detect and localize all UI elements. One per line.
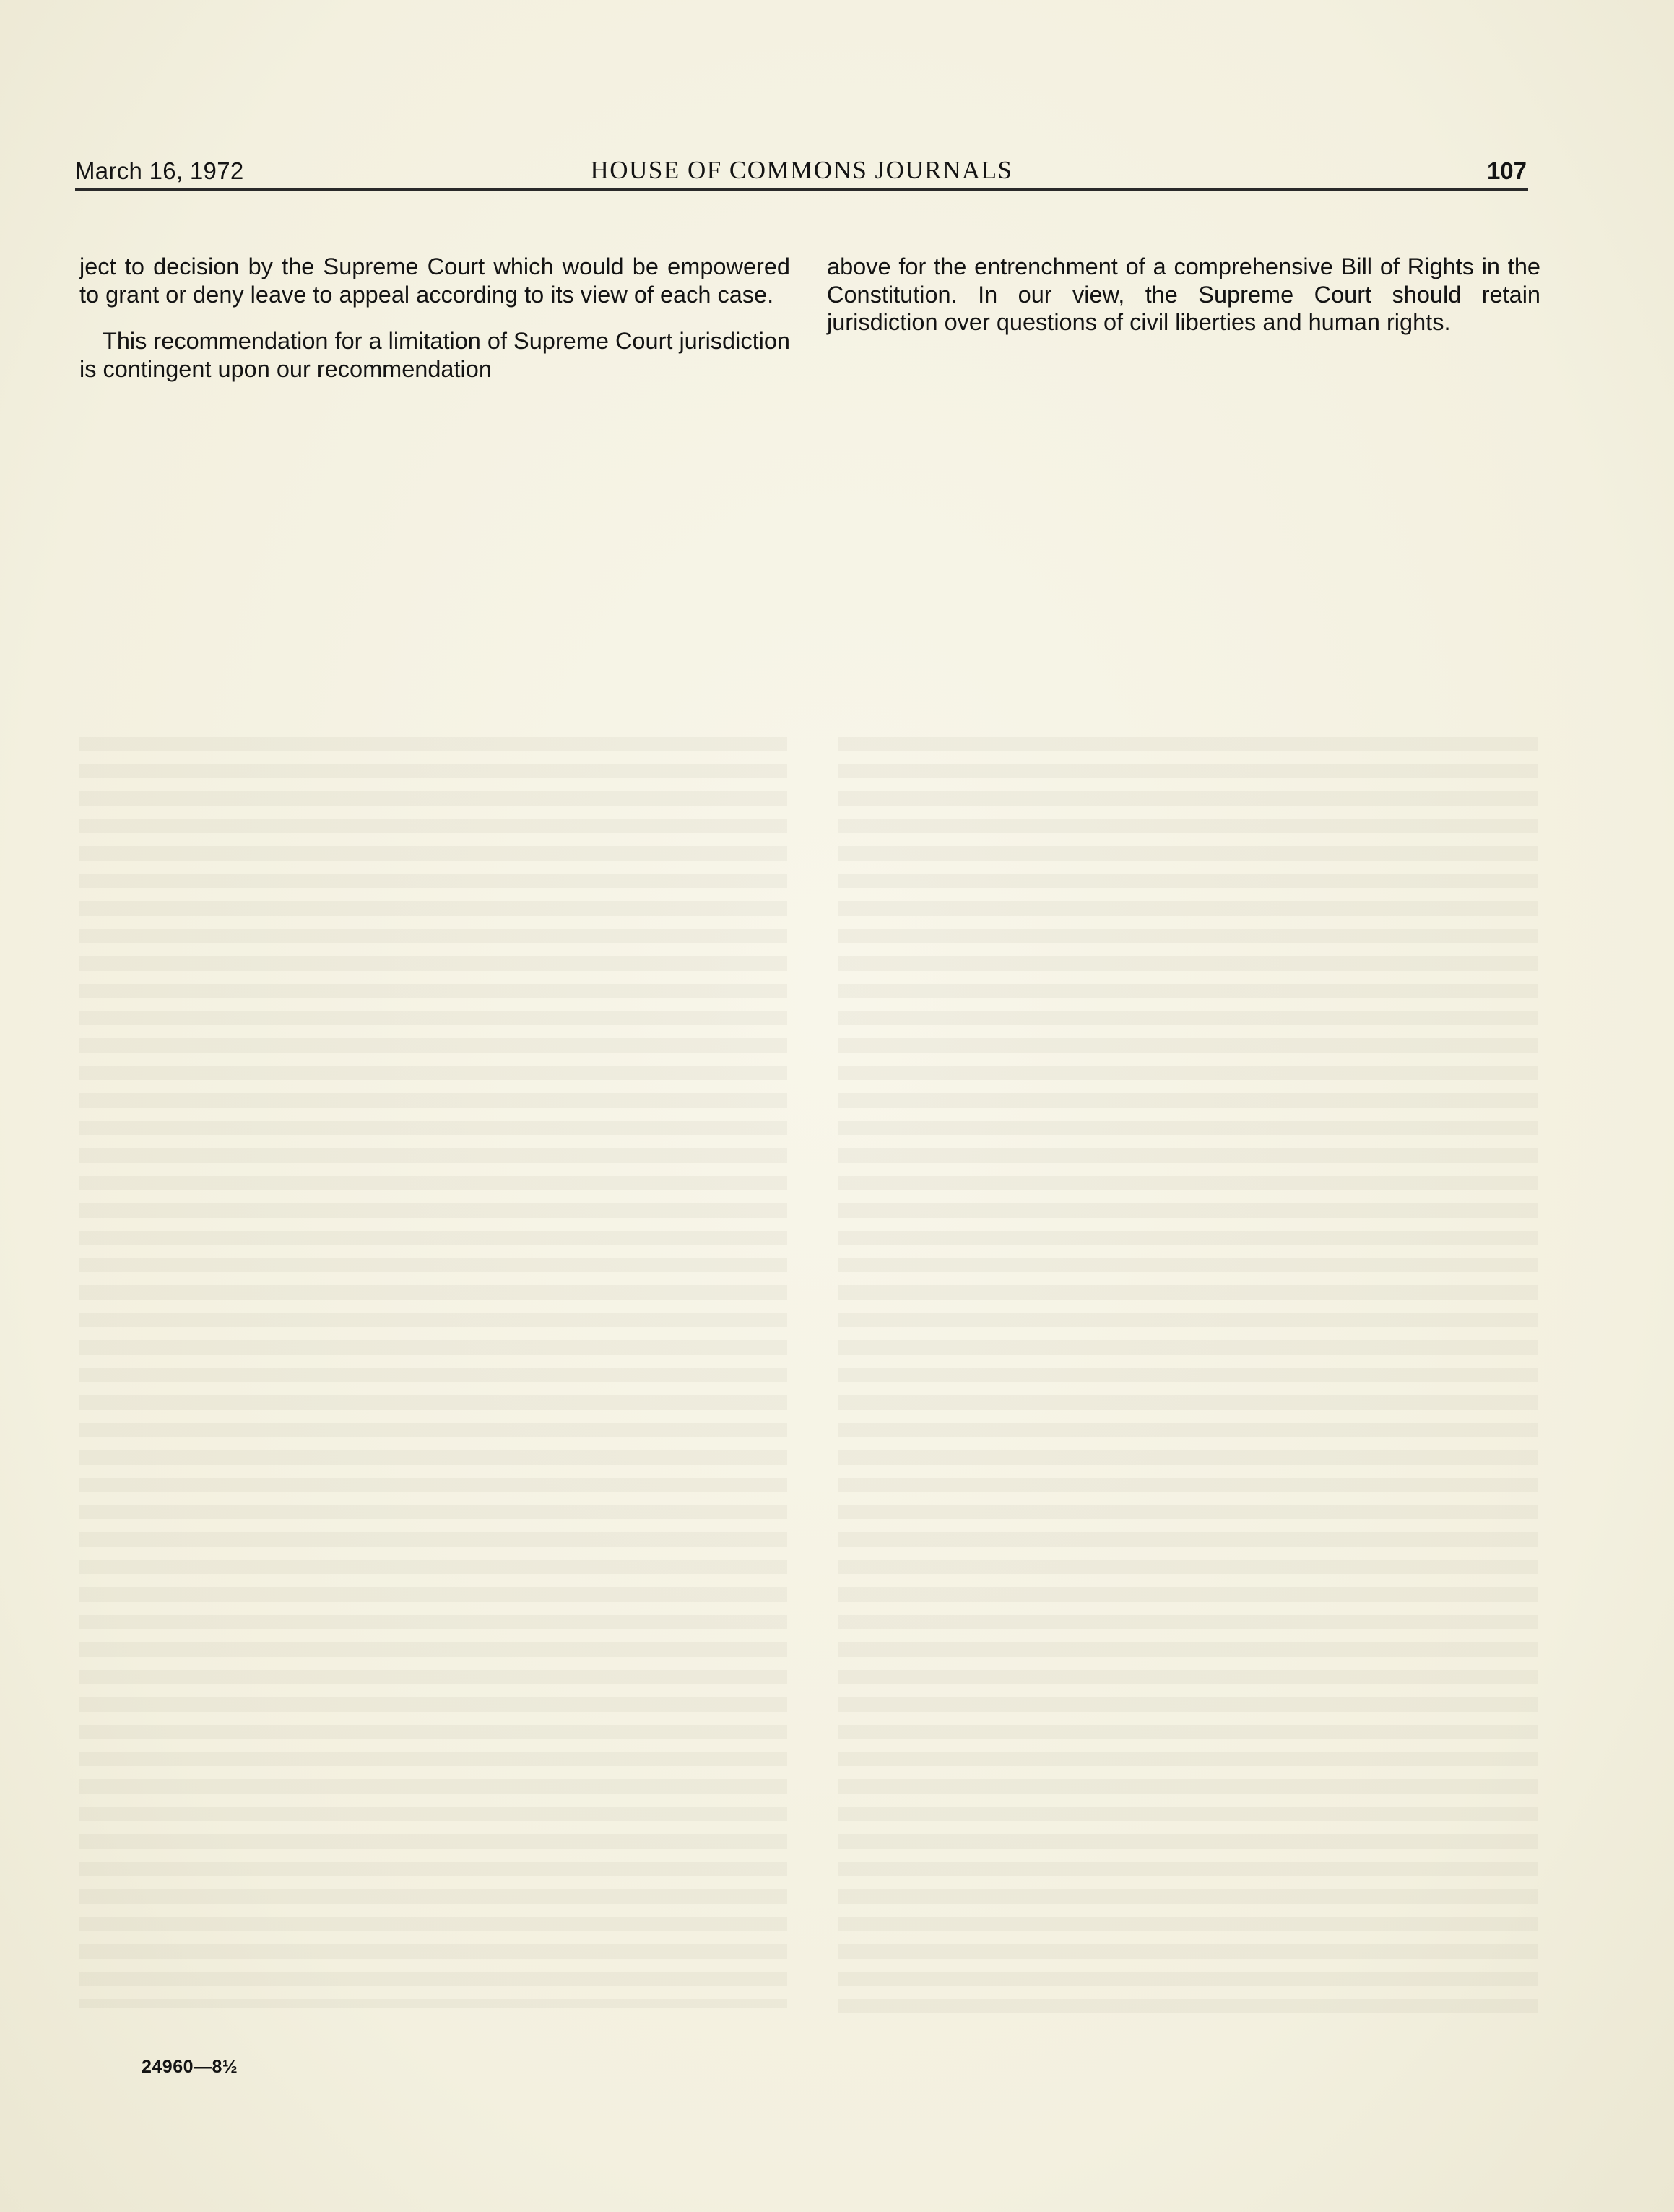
left-column [79, 253, 790, 402]
show-through-heading [607, 455, 1531, 510]
show-through-text-left [838, 737, 1538, 2022]
page-number: 107 [1486, 157, 1527, 184]
paragraph-bill-of-rights: above for the entrenchment of a comprehensive Bill of Rights in the Constitution. In our view, the Supreme Court should retain jurisdiction over questions of civil liberties and human rights. [827, 253, 1540, 335]
running-head [75, 155, 1528, 191]
show-through-text-right [79, 737, 787, 2008]
paragraph-continuation: ject to decision by the Supreme Court which would be empowered to grant or deny leave to appeal according to its view of each case. [79, 253, 790, 308]
header-rule [75, 188, 1528, 191]
paragraph-limitation: This recommendation for a limitation of Supreme Court jurisdiction is contingent upon our recommendation [79, 328, 790, 382]
signature-mark: 24960—8½ [142, 2057, 238, 2077]
header-title: HOUSE OF COMMONS JOURNALS [590, 156, 1013, 184]
header-date: March 16, 1972 [75, 157, 244, 184]
right-column [827, 253, 1540, 355]
